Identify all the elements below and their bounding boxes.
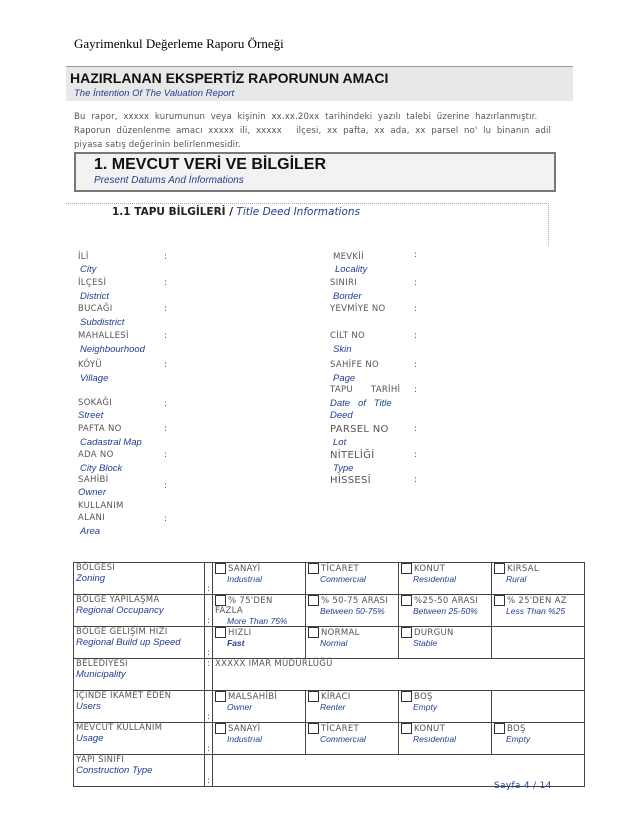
field-colon: : (164, 278, 168, 288)
field-label-area-en: Area (80, 526, 101, 537)
field-colon: : (164, 424, 168, 434)
row-label-construction-type: YAPI SINIFI Construction Type (74, 755, 205, 787)
subsection-title-tr: 1.1 TAPU BİLGİLERİ / (112, 206, 234, 218)
table-row (74, 563, 585, 595)
field-colon: : (414, 304, 418, 314)
checkbox-icon[interactable] (215, 691, 226, 702)
field-colon: : (164, 360, 168, 370)
option-usage-commercial[interactable]: TİCARET Commercıal (306, 723, 399, 755)
empty-cell (492, 691, 585, 723)
table-row (74, 595, 585, 627)
field-label-street-en: Street (78, 410, 104, 421)
field-label-neighbourhood-en: Neighbourhood (80, 344, 145, 355)
option-normal[interactable]: NORMAL Normal (306, 627, 399, 659)
row-label-regional-occupancy: BÖLGE YAPILAŞMA Regional Occupancy (74, 595, 205, 627)
field-label-usage-area: KULLANIM (78, 501, 124, 511)
purpose-paragraph (74, 110, 570, 152)
checkbox-icon[interactable] (308, 691, 319, 702)
field-colon: : (164, 399, 168, 409)
field-label-owner: SAHİBİ (78, 475, 109, 485)
checkbox-icon[interactable] (401, 595, 412, 606)
field-label-volume-no-en: Skin (333, 344, 352, 355)
table-row (74, 723, 585, 755)
municipality-value: XXXXX İMAR MÜDÜRLÜĞÜ (213, 659, 585, 691)
field-colon: : (164, 304, 168, 314)
field-label-district-en: District (80, 291, 110, 302)
field-colon: : (164, 481, 168, 491)
checkbox-icon[interactable] (308, 563, 319, 574)
field-colon: : (164, 252, 168, 262)
row-colon: : (205, 659, 213, 691)
field-label-subdistrict: BUCAĞI (78, 304, 113, 314)
option-usage-residential[interactable]: KONUT Resıdentıal (399, 723, 492, 755)
page-number: Sayfa 4 / 14 (494, 781, 552, 791)
checkbox-icon[interactable] (401, 723, 412, 734)
subsection-title-en: Title Deed Informations (233, 206, 361, 218)
checkbox-icon[interactable] (308, 723, 319, 734)
field-label-owner-en: Owner (78, 487, 106, 498)
field-label-locality: MEVKİİ (333, 252, 364, 262)
checkbox-icon[interactable] (401, 563, 412, 574)
row-label-build-up-speed: BÖLGE GELİŞİM HIZI Regional Build up Speed (74, 627, 205, 659)
checkbox-icon[interactable] (215, 595, 226, 606)
field-label-city-block: ADA NO (78, 450, 114, 460)
field-colon: : (414, 450, 418, 460)
checkbox-icon[interactable] (494, 595, 505, 606)
field-label-type-en: Type (333, 463, 354, 474)
option-between-25-50[interactable]: %25-50 ARASI Between 25-50% (399, 595, 492, 627)
field-colon: : (414, 250, 418, 260)
table-row (74, 691, 585, 723)
field-label-parcel-no: PARSEL NO (330, 424, 389, 435)
region-info-table (73, 562, 585, 787)
checkbox-icon[interactable] (215, 723, 226, 734)
row-colon: : (205, 755, 213, 787)
field-label-street: SOKAĞI (78, 398, 113, 408)
field-label-deed-date-en: Date of Title (330, 398, 392, 409)
field-label-border: SINIRI (330, 278, 357, 288)
purpose-subtitle: The İntention Of The Valuation Report (74, 88, 235, 99)
field-label-district: İLÇESİ (78, 278, 107, 288)
option-usage-empty[interactable]: BOŞ Empty (492, 723, 585, 755)
option-owner[interactable]: MALSAHİBİ Owner (213, 691, 306, 723)
field-label-share: HİSSESİ (330, 475, 371, 486)
checkbox-icon[interactable] (401, 627, 412, 638)
row-colon: : (205, 723, 213, 755)
option-commercial[interactable]: TİCARET Commercıal (306, 563, 399, 595)
field-label-cadastral-map-en: Cadastral Map (80, 437, 142, 448)
document-title: Gayrimenkul Değerleme Raporu Örneği (74, 36, 284, 51)
field-label-journal-no: YEVMİYE NO (330, 304, 386, 314)
option-renter[interactable]: KİRACI Renter (306, 691, 399, 723)
option-fast[interactable]: HIZLI Fast (213, 627, 306, 659)
field-label-city-block-en: City Block (80, 463, 123, 474)
row-colon: : (205, 595, 213, 627)
option-stable[interactable]: DURGUN Stable (399, 627, 492, 659)
row-colon: : (205, 627, 213, 659)
option-empty[interactable]: BOŞ Empty (399, 691, 492, 723)
checkbox-icon[interactable] (308, 595, 319, 606)
field-label-usage-area-2: ALANI (78, 513, 105, 523)
section-subtitle: Present Datums And İnformations (94, 175, 244, 186)
field-label-page-no: SAHİFE NO (330, 360, 379, 370)
checkbox-icon[interactable] (401, 691, 412, 702)
field-label-village: KÖYÜ (78, 360, 102, 370)
subsection-title (112, 206, 360, 218)
field-label-city: İLİ (78, 252, 89, 262)
option-more-than-75[interactable]: % 75'DEN FAZLA More Than 75% (213, 595, 306, 627)
option-between-50-75[interactable]: % 50-75 ARASI Between 50-75% (306, 595, 399, 627)
field-label-neighbourhood: MAHALLESİ (78, 331, 129, 341)
option-rural[interactable]: KIRSAL Rural (492, 563, 585, 595)
empty-cell (492, 627, 585, 659)
field-label-parcel-no-en: Lot (333, 437, 347, 448)
field-label-volume-no: CİLT NO (330, 331, 366, 341)
field-colon: : (414, 385, 418, 395)
field-colon: : (414, 331, 418, 341)
option-usage-industrial[interactable]: SANAYİ Industrıal (213, 723, 306, 755)
field-label-locality-en: Locality (335, 264, 368, 275)
field-colon: : (414, 360, 418, 370)
field-colon: : (164, 514, 168, 524)
row-colon: : (205, 691, 213, 723)
field-colon: : (414, 278, 418, 288)
row-colon: : (205, 563, 213, 595)
field-label-deed-date-en-2: Deed (330, 410, 353, 421)
field-label-deed-date: TAPU TARİHİ (330, 385, 401, 395)
row-label-zoning: BÖLGESİ Zoning (74, 563, 205, 595)
checkbox-icon[interactable] (215, 627, 226, 638)
table-row (74, 627, 585, 659)
field-label-city-en: City (80, 264, 97, 275)
field-label-subdistrict-en: Subdistrict (80, 317, 125, 328)
field-label-border-en: Border (333, 291, 362, 302)
option-residential[interactable]: KONUT Resıdentıal (399, 563, 492, 595)
purpose-line: piyasa satış değerinin belirlenmesidir. (74, 140, 241, 150)
row-label-users: İÇİNDE İKAMET EDEN Users (74, 691, 205, 723)
field-label-cadastral-map: PAFTA NO (78, 424, 122, 434)
field-label-page-no-en: Page (333, 373, 356, 384)
row-label-usage: MEVCUT KULLANIM Usage (74, 723, 205, 755)
option-industrial[interactable]: SANAYİ Industrıal (213, 563, 306, 595)
field-colon: : (414, 424, 418, 434)
purpose-line: Bu rapor, xxxxx kurumunun veya kişinin xx.xx.20xx tarihindeki yazılı talebi üzerine hazırlanmıştır. (74, 112, 538, 122)
purpose-line: Raporun düzenlenme amacı xxxxx ili, xxxxx ilçesi, xx pafta, xx ada, xx parsel no' lu binanın adil (74, 126, 552, 136)
field-label-village-en: Village (80, 373, 109, 384)
option-less-than-25[interactable]: % 25'DEN AZ Less Than %25 (492, 595, 585, 627)
row-label-municipality: BELEDİYESİ Municipality (74, 659, 205, 691)
checkbox-icon[interactable] (308, 627, 319, 638)
field-colon: : (414, 475, 418, 485)
table-row (74, 659, 585, 691)
checkbox-icon[interactable] (494, 723, 505, 734)
field-colon: : (164, 450, 168, 460)
checkbox-icon[interactable] (494, 563, 505, 574)
checkbox-icon[interactable] (215, 563, 226, 574)
section-title: 1. MEVCUT VERİ VE BİLGİLER (94, 156, 327, 173)
purpose-title: HAZIRLANAN EKSPERTİZ RAPORUNUN AMACI (70, 70, 389, 86)
field-colon: : (164, 331, 168, 341)
field-label-type: NİTELİĞİ (330, 450, 375, 461)
